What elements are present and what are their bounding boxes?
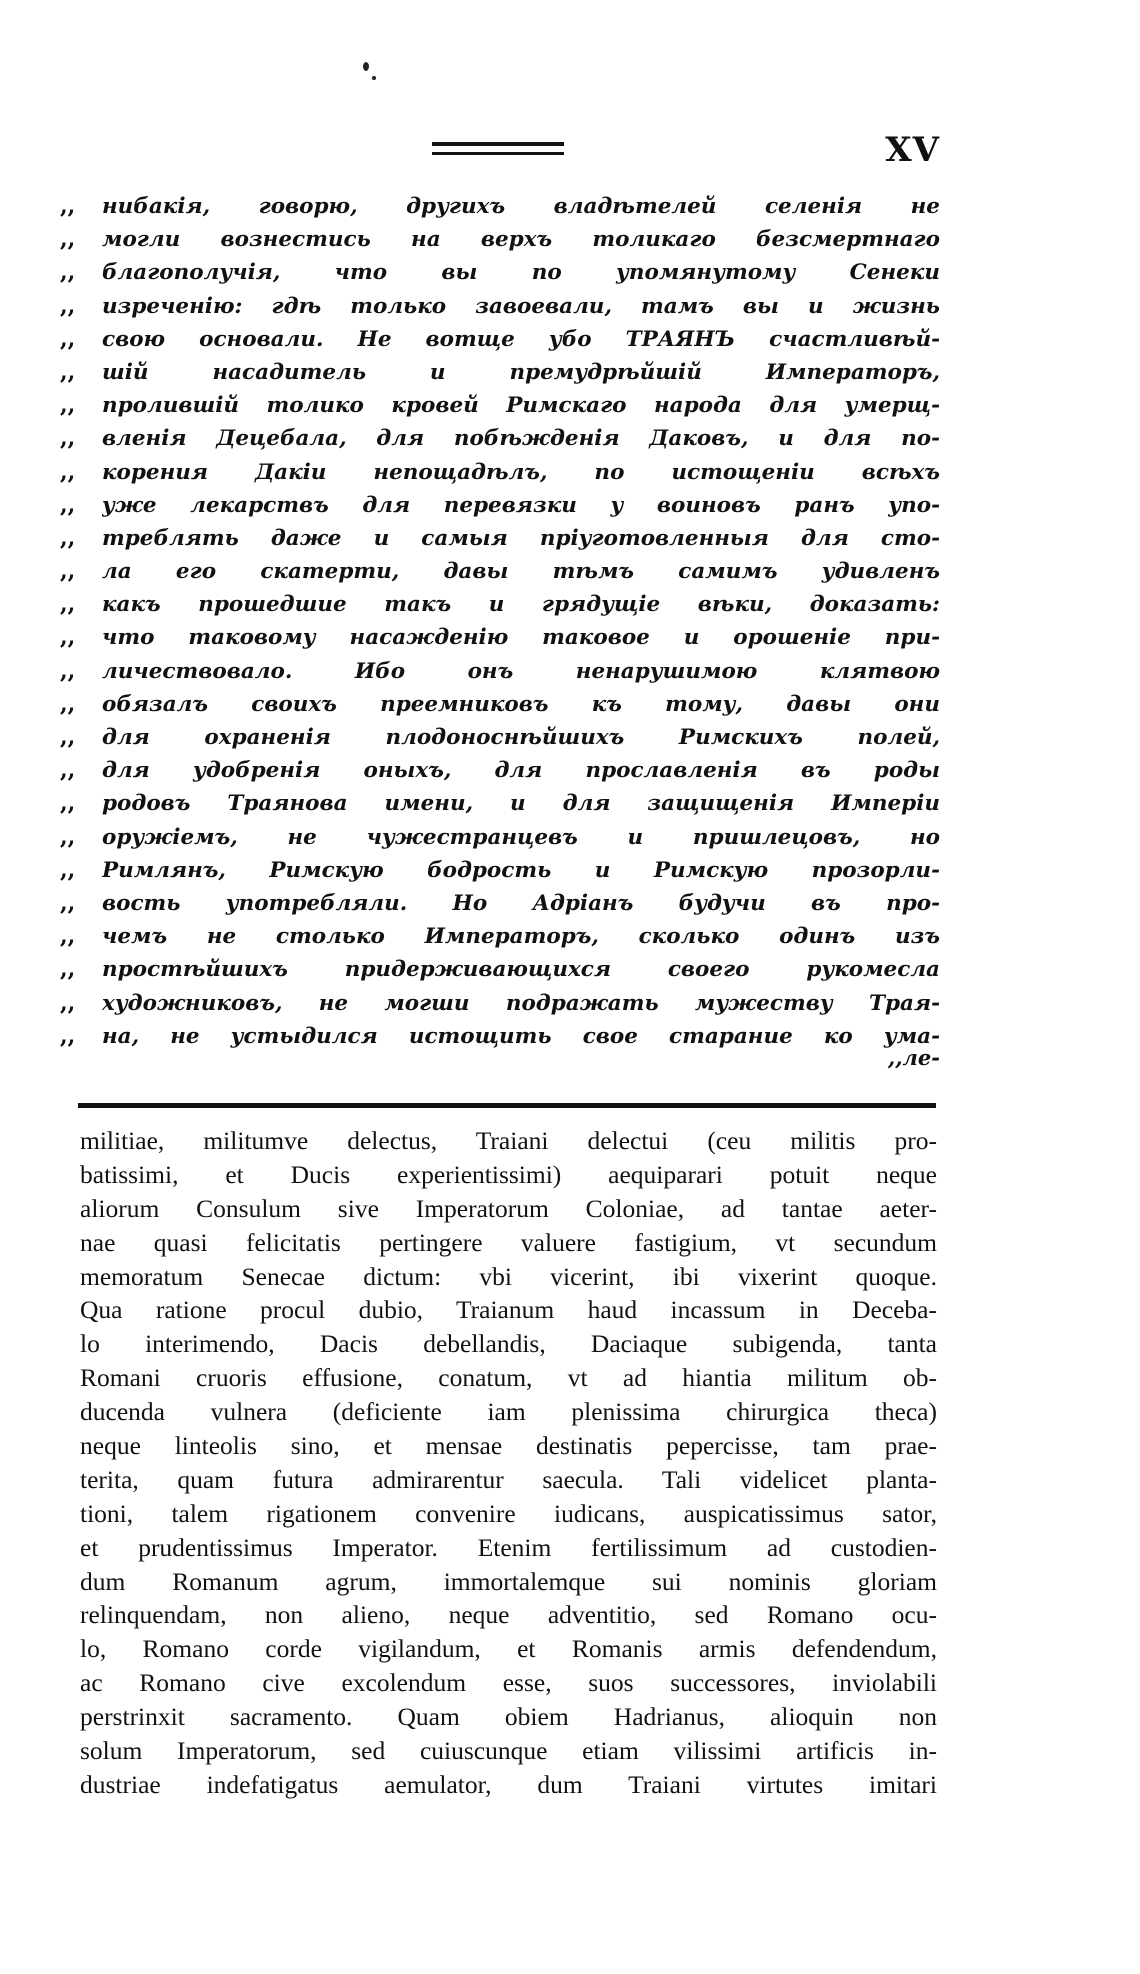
quote-mark: ,, bbox=[60, 193, 76, 219]
quote-mark: ,, bbox=[60, 425, 76, 452]
line-text: пролившій толико кровей Римскаго народа для умерщ- bbox=[102, 393, 940, 419]
text-line: Qua ratione procul dubio, Traianum haud incassum in Deceba- bbox=[80, 1295, 937, 1325]
text-line: batissimi, et Ducis experientissimi) aequiparari potuit neque bbox=[80, 1159, 937, 1189]
quote-mark: ,, bbox=[60, 956, 76, 983]
text-line bbox=[60, 356, 940, 389]
text-line bbox=[60, 588, 940, 621]
quote-mark: ,, bbox=[60, 1022, 76, 1049]
text-line bbox=[60, 489, 940, 522]
line-text: корения Дакіи непощадѣлъ, по истощеніи всѣхъ bbox=[102, 459, 940, 485]
quote-mark: ,, bbox=[60, 823, 76, 850]
text-line bbox=[60, 621, 940, 654]
line-text: оружіемъ, не чужестранцевъ и пришлецовъ, но bbox=[102, 824, 940, 850]
line-text: уже лекарствъ для перевязки у воиновъ ранъ упо- bbox=[102, 492, 940, 518]
line-text: обязалъ своихъ преемниковъ къ тому, давы они bbox=[102, 691, 940, 717]
ink-speck bbox=[363, 62, 369, 71]
text-line: et prudentissimus Imperator. Etenim fertilissimum ad custodien- bbox=[80, 1532, 937, 1562]
line-text: какъ прошедшие такъ и грядущіе вѣки, доказать: bbox=[102, 592, 940, 618]
text-line bbox=[60, 190, 940, 223]
line-text: шій насадитель и премудрѣйшій Императоръ, bbox=[102, 359, 940, 385]
quote-mark: ,, bbox=[60, 856, 76, 883]
line-text: родовъ Траянова имени, и для защищенія Имперіи bbox=[102, 791, 940, 817]
section-divider bbox=[78, 1103, 936, 1108]
text-line bbox=[60, 290, 940, 323]
text-line: lo interimendo, Dacis debellandis, Daciaque subigenda, tanta bbox=[80, 1329, 937, 1359]
text-line bbox=[60, 323, 940, 356]
quote-mark: ,, bbox=[60, 624, 76, 651]
text-line: ac Romano cive excolendum esse, suos successores, inviolabili bbox=[80, 1668, 937, 1698]
text-line: memoratum Senecae dictum: vbi vicerint, ibi vixerint quoque. bbox=[80, 1261, 937, 1291]
text-line: perstrinxit sacramento. Quam obiem Hadrianus, alioquin non bbox=[80, 1702, 937, 1732]
line-text: изреченію: гдѣ только завоевали, тамъ вы и жизнь bbox=[102, 293, 940, 319]
ink-speck bbox=[372, 76, 376, 80]
page-number: XV bbox=[885, 130, 940, 170]
quote-mark: ,, bbox=[60, 558, 76, 585]
quote-mark: ,, bbox=[60, 259, 76, 286]
text-line bbox=[60, 522, 940, 555]
line-text: треблять даже и самыя пріуготовленныя для сто- bbox=[102, 525, 940, 551]
quote-mark: ,, bbox=[60, 989, 76, 1016]
text-line bbox=[60, 787, 940, 820]
line-text: нибакія, говорю, другихъ владѣтелей селенія не bbox=[102, 194, 940, 219]
text-line bbox=[60, 456, 940, 489]
text-line bbox=[60, 721, 940, 754]
line-text: чемъ не столько Императоръ, сколько одинъ изъ bbox=[102, 924, 940, 950]
header-ornament-rule bbox=[432, 142, 564, 146]
quote-mark: ,, bbox=[60, 790, 76, 817]
text-line bbox=[60, 1020, 940, 1053]
text-line: nae quasi felicitatis pertingere valuere fastigium, vt secundum bbox=[80, 1227, 937, 1257]
text-line bbox=[60, 555, 940, 588]
text-line: lo, Romano corde vigilandum, et Romanis armis defendendum, bbox=[80, 1634, 937, 1664]
quote-mark: ,, bbox=[60, 226, 76, 253]
quote-mark: ,, bbox=[60, 591, 76, 618]
quote-mark: ,, bbox=[60, 889, 76, 916]
text-line bbox=[60, 953, 940, 986]
line-text: простѣйшихъ придерживающихся своего рукомесла bbox=[102, 957, 940, 983]
text-line bbox=[60, 688, 940, 721]
quote-mark: ,, bbox=[60, 292, 76, 319]
text-line: dustriae indefatigatus aemulator, dum Traiani virtutes imitari bbox=[80, 1769, 937, 1799]
quote-mark: ,, bbox=[60, 325, 76, 352]
line-text: благополучія, что вы по упомянутому Сенеки bbox=[102, 260, 940, 286]
quote-mark: ,, bbox=[60, 657, 76, 684]
line-text: вленія Децебала, для побѣжденія Даковъ, и для по- bbox=[102, 426, 940, 452]
text-line bbox=[60, 887, 940, 920]
line-text: вость употребляли. Но Адріанъ будучи въ про- bbox=[102, 890, 940, 916]
text-line: ducenda vulnera (deficiente iam plenissima chirurgica theca) bbox=[80, 1397, 937, 1427]
text-line bbox=[60, 223, 940, 256]
text-line: dum Romanum agrum, immortalemque sui nominis gloriam bbox=[80, 1566, 937, 1596]
text-line: tioni, talem rigationem convenire iudicans, auspicatissimus sator, bbox=[80, 1498, 937, 1528]
quote-mark: ,, bbox=[60, 724, 76, 750]
quote-mark: ,, bbox=[60, 392, 76, 419]
line-text: художниковъ, не могши подражать мужеству Трая- bbox=[102, 990, 940, 1016]
text-line bbox=[60, 754, 940, 787]
line-text: на, не устыдился истощить свое старание ко ума- bbox=[102, 1023, 940, 1049]
line-text: свою основали. Не вотще убо ТРАЯНЪ счастливѣй- bbox=[102, 326, 940, 352]
quote-mark: ,, bbox=[60, 690, 76, 717]
quote-mark: ,, bbox=[60, 923, 76, 950]
quote-mark: ,, bbox=[60, 757, 76, 784]
line-text: для охраненія плодоноснѣйшихъ Римскихъ полей, bbox=[102, 725, 940, 750]
text-line bbox=[60, 854, 940, 887]
latin-text-block bbox=[80, 1124, 937, 1802]
text-line: terita, quam futura admirarentur saecula. Tali videlicet planta- bbox=[80, 1464, 937, 1494]
line-text: для удобренія оныхъ, для прославленія въ роды bbox=[102, 758, 940, 784]
quote-mark: ,, bbox=[60, 358, 76, 385]
text-line: aliorum Consulum sive Imperatorum Coloniae, ad tantae aeter- bbox=[80, 1193, 937, 1223]
line-text: могли вознестись на верхъ толикаго безсмертнаго bbox=[102, 227, 940, 253]
text-line bbox=[60, 256, 940, 289]
line-text: что таковому насажденію таковое и орошеніе при- bbox=[102, 625, 940, 651]
text-line: neque linteolis sino, et mensae destinatis pepercisse, tam prae- bbox=[80, 1431, 937, 1461]
text-line: Romani cruoris effusione, conatum, vt ad hiantia militum ob- bbox=[80, 1363, 937, 1393]
header-ornament-rule bbox=[432, 152, 564, 155]
catchword: ,,ле- bbox=[887, 1045, 940, 1070]
text-line: solum Imperatorum, sed cuiuscunque etiam vilissimi artificis in- bbox=[80, 1736, 937, 1766]
text-line bbox=[60, 655, 940, 688]
quote-mark: ,, bbox=[60, 458, 76, 485]
text-line bbox=[60, 821, 940, 854]
russian-text-block bbox=[60, 190, 940, 1053]
line-text: личествовало. Ибо онъ ненарушимою клятвою bbox=[102, 658, 940, 684]
text-line: relinquendam, non alieno, neque adventitio, sed Romano ocu- bbox=[80, 1600, 937, 1630]
page-header bbox=[60, 130, 940, 180]
text-line bbox=[60, 920, 940, 953]
line-text: Римлянъ, Римскую бодрость и Римскую прозорли- bbox=[102, 857, 940, 883]
quote-mark: ,, bbox=[60, 491, 76, 518]
text-line bbox=[60, 987, 940, 1020]
text-line bbox=[60, 422, 940, 455]
text-line bbox=[60, 389, 940, 422]
text-line: militiae, militumve delectus, Traiani delectui (ceu militis pro- bbox=[80, 1126, 937, 1155]
quote-mark: ,, bbox=[60, 524, 76, 551]
line-text: ла его скатерти, давы тѣмъ самимъ удивленъ bbox=[102, 559, 940, 585]
